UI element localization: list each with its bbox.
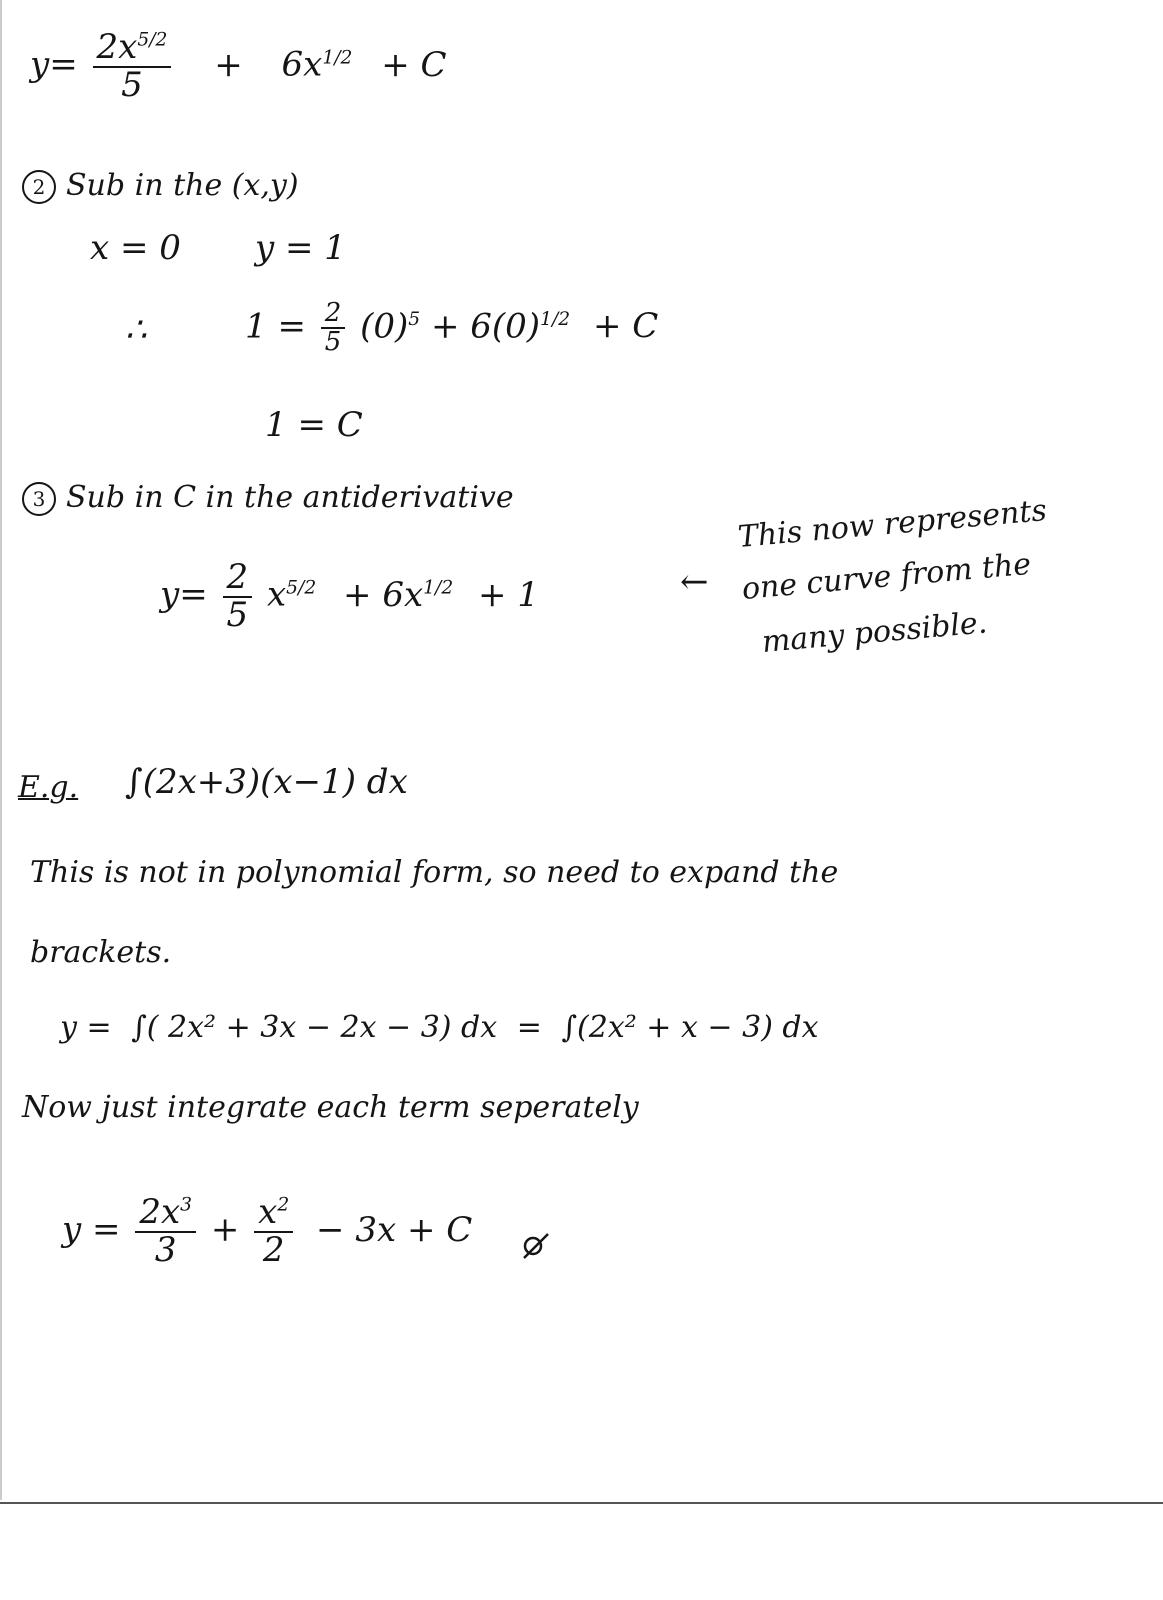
scan-edge [0,0,2,1500]
step-number: 2 [22,170,56,204]
check-mark-icon [518,1228,552,1262]
eq-y: y= [30,44,78,85]
fraction-term1: $\frac{2x^{5/2}}{5}$ [93,30,172,103]
therefore-symbol: ∴ [125,310,147,350]
constant-result: 1 = C [265,405,363,445]
x-value: x = 0 [90,228,181,268]
eq-term2: 6x [281,44,323,85]
note-line-3: many possible. [760,605,989,660]
substitution-equation: 1 = $\frac{2}{5}$ $(0)^5 + 6(0)^{1/2} + C$ [245,298,659,358]
note-line-2: one curve from the [740,546,1033,607]
particular-solution: y= $\frac{2}{5}$ $x^{5/2} + 6x^{1/2} + 1$ [160,557,539,635]
step3-heading: 3 Sub in C in the antiderivative [22,480,514,516]
equation-general-solution: y= $\frac{2x^{5/2}}{5}$ + $6x^{1/2} + C$ [30,27,447,105]
final-answer: y = $\frac{2x^3}{3}$ + $\frac{x^2}{2}$ − 3x + C [62,1192,473,1270]
step-number: 3 [22,482,56,516]
note-line-1: This now represents [736,493,1049,555]
explanation-line-1: This is not in polynomial form, so need to expand the [30,855,839,890]
example-label: E.g. [18,770,79,805]
page-bottom-edge [0,1502,1163,1504]
integrate-instruction: Now just integrate each term seperately [22,1090,639,1125]
y-value: y = 1 [255,228,346,268]
explanation-line-2: brackets. [30,935,172,970]
step2-heading: 2 Sub in the (x,y) [22,168,299,204]
example-integral: ∫(2x+3)(x−1) dx [125,762,408,802]
expanded-integral: y = ∫( 2x² + 3x − 2x − 3) dx = ∫(2x² + x − 3) dx [60,1010,819,1045]
left-arrow-icon: ← [680,562,709,602]
